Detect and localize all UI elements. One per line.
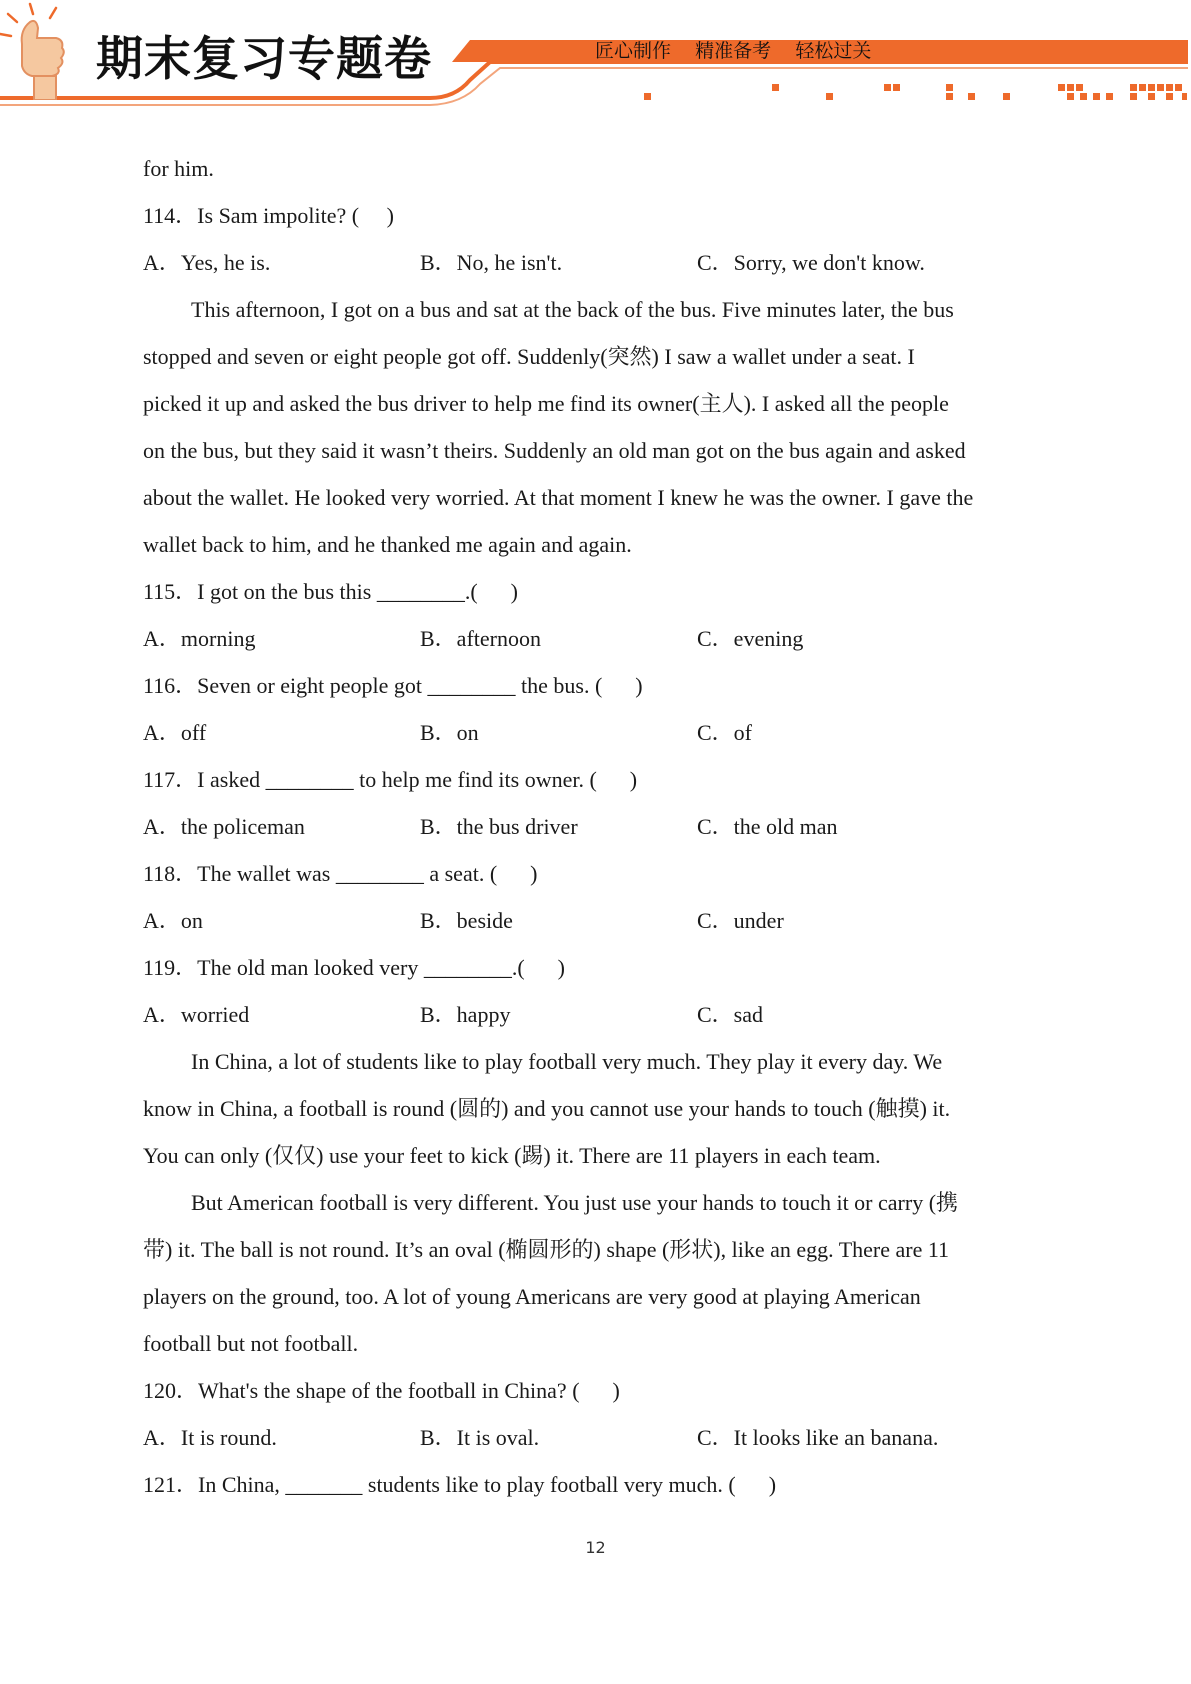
worksheet-content bbox=[143, 145, 1073, 1508]
option-115-b: B．afternoon bbox=[420, 626, 541, 651]
passage-line: stopped and seven or eight people got off. Suddenly(突然) I saw a wallet under a seat. I bbox=[143, 344, 915, 369]
option-115-a: A．morning bbox=[143, 626, 256, 651]
option-118-a: A．on bbox=[143, 908, 203, 933]
option-117-c: C．the old man bbox=[697, 814, 838, 839]
header-slogan: 匠心制作 精准备考 轻松过关 bbox=[595, 40, 872, 62]
passage-line: football but not football. bbox=[143, 1331, 359, 1356]
option-119-b: B．happy bbox=[420, 1002, 511, 1027]
option-119-a: A．worried bbox=[143, 1002, 250, 1027]
option-119-c: C．sad bbox=[697, 1002, 764, 1027]
options-116 bbox=[143, 709, 1073, 756]
question-119: 119．The old man looked very ________.( ) bbox=[143, 955, 565, 980]
passage-line: 带) it. The ball is not round. It’s an oval (椭圆形的) shape (形状), like an egg. There are 11 bbox=[143, 1237, 950, 1262]
options-118 bbox=[143, 897, 1073, 944]
option-118-b: B．beside bbox=[420, 908, 513, 933]
passage-line: on the bus, but they said it wasn’t theirs. Suddenly an old man got on the bus again and asked bbox=[143, 438, 966, 463]
question-117: 117．I asked ________ to help me find its owner. ( ) bbox=[143, 767, 638, 792]
passage-line: This afternoon, I got on a bus and sat at the back of the bus. Five minutes later, the bus bbox=[191, 297, 954, 322]
thumbs-up-hand-icon bbox=[0, 0, 78, 100]
option-120-b: B．It is oval. bbox=[420, 1425, 540, 1450]
passage-line: In China, a lot of students like to play football very much. They play it every day. We bbox=[191, 1049, 943, 1074]
option-116-a: A．off bbox=[143, 720, 207, 745]
passage-line: wallet back to him, and he thanked me again and again. bbox=[143, 532, 632, 557]
worksheet-title: 期末复习专题卷 bbox=[96, 32, 432, 87]
passage-line: picked it up and asked the bus driver to help me find its owner(主人). I asked all the people bbox=[143, 391, 949, 416]
option-114-b: B．No, he isn't. bbox=[420, 250, 563, 275]
question-120: 120．What's the shape of the football in China? ( ) bbox=[143, 1378, 620, 1403]
option-120-c: C．It looks like an banana. bbox=[697, 1425, 939, 1450]
question-114: 114．Is Sam impolite? ( ) bbox=[143, 203, 394, 228]
option-120-a: A．It is round. bbox=[143, 1425, 277, 1450]
option-114-a: A．Yes, he is. bbox=[143, 250, 271, 275]
page-number: 12 bbox=[585, 1538, 606, 1557]
header-banner bbox=[0, 0, 1191, 125]
passage-american-football bbox=[143, 1179, 1073, 1367]
option-116-b: B．on bbox=[420, 720, 479, 745]
option-117-a: A．the policeman bbox=[143, 814, 305, 839]
passage-carryover: for him. bbox=[143, 156, 214, 181]
passage-line: about the wallet. He looked very worried. At that moment I knew he was the owner. I gave the bbox=[143, 485, 974, 510]
passage-wallet bbox=[143, 286, 1073, 568]
question-116: 116．Seven or eight people got ________ the bus. ( ) bbox=[143, 673, 643, 698]
passage-line: But American football is very different. You just use your hands to touch it or carry (携 bbox=[191, 1190, 959, 1215]
passage-line: You can only (仅仅) use your feet to kick (踢) it. There are 11 players in each team. bbox=[143, 1143, 881, 1168]
question-115: 115．I got on the bus this ________.( ) bbox=[143, 579, 518, 604]
option-118-c: C．under bbox=[697, 908, 784, 933]
option-117-b: B．the bus driver bbox=[420, 814, 578, 839]
question-121: 121．In China, _______ students like to play football very much. ( ) bbox=[143, 1472, 777, 1497]
options-114 bbox=[143, 239, 1073, 286]
passage-football-china bbox=[143, 1038, 1073, 1179]
option-116-c: C．of bbox=[697, 720, 753, 745]
question-118: 118．The wallet was ________ a seat. ( ) bbox=[143, 861, 538, 886]
options-115 bbox=[143, 615, 1073, 662]
option-115-c: C．evening bbox=[697, 626, 804, 651]
options-119 bbox=[143, 991, 1073, 1038]
options-120 bbox=[143, 1414, 1073, 1461]
option-114-c: C．Sorry, we don't know. bbox=[697, 250, 925, 275]
passage-line: know in China, a football is round (圆的) and you cannot use your hands to touch (触摸) it. bbox=[143, 1096, 951, 1121]
options-117 bbox=[143, 803, 1073, 850]
passage-line: players on the ground, too. A lot of young Americans are very good at playing American bbox=[143, 1284, 921, 1309]
